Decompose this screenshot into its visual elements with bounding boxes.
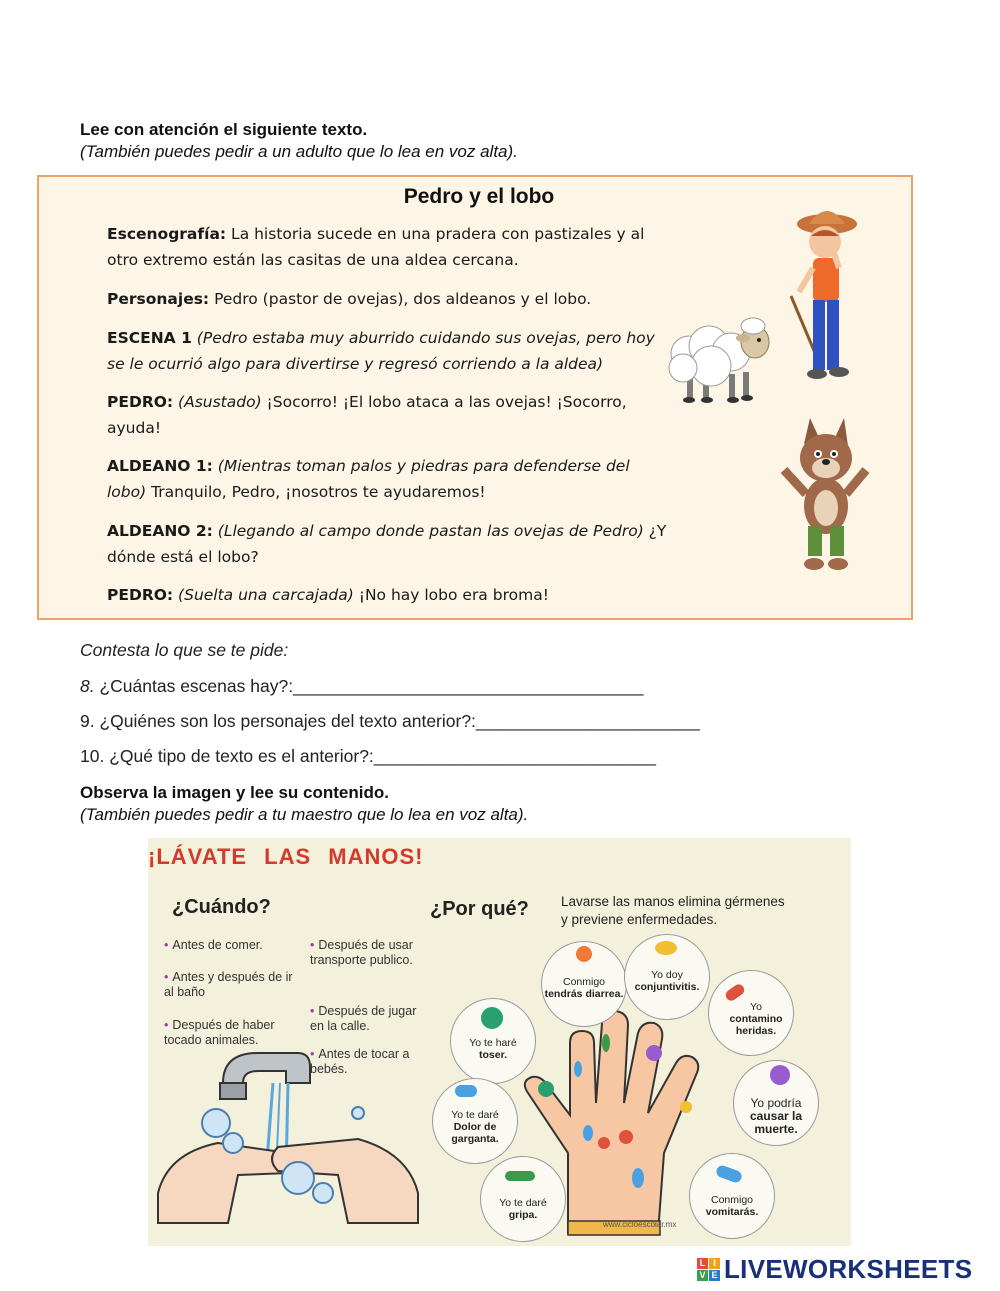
logo-square: L — [697, 1258, 708, 1269]
bubble-bold-text: Dolor de garganta. — [451, 1121, 499, 1145]
bubble-bold-text: causar la muerte. — [749, 1109, 803, 1136]
when-bullet-3: • Después de haber tocado animales. — [164, 1018, 304, 1048]
bubble-gripa — [480, 1156, 566, 1242]
question-9[interactable]: 9. ¿Quiénes son los personajes del texto anterior?:_______________________ — [80, 711, 700, 731]
story-paragraph-pedro1 — [107, 389, 667, 441]
bubble-bold-text: tendrás diarrea. — [544, 988, 624, 1000]
poster-watermark: www.cicloescolar.mx — [603, 1220, 677, 1229]
pedro2-label: PEDRO: — [107, 586, 174, 604]
logo-square: V — [697, 1270, 708, 1281]
aldeano1-text: Tranquilo, Pedro, ¡nosotros te ayudaremos! — [146, 483, 486, 501]
pedro2-text: ¡No hay lobo era broma! — [353, 586, 549, 604]
observe-note: (También puedes pedir a tu maestro que lo lea en voz alta). — [80, 805, 529, 824]
bubble-diarrea — [541, 941, 627, 1027]
intro-note: (También puedes pedir a un adulto que lo lea en voz alta). — [80, 142, 518, 161]
bubble-bold-text: conjuntivitis. — [634, 981, 700, 993]
germ-icon — [505, 1171, 535, 1181]
story-paragraph-aldeano1 — [107, 453, 667, 505]
germ-icon — [655, 941, 677, 955]
germ-icon — [770, 1065, 790, 1085]
when-bullet-5: • Después de jugar en la calle. — [310, 1004, 430, 1034]
when-bullet-6: • Antes de tocar a bebés. — [310, 1047, 425, 1077]
why-text-2: y previene enfermedades. — [561, 912, 718, 927]
bubble-bold-text: gripa. — [508, 1209, 538, 1221]
bubble-bold-text: vomitarás. — [705, 1206, 759, 1218]
bubble-pre-text: Yo doy — [651, 969, 683, 981]
bubble-pre-text: Conmigo — [710, 1194, 754, 1206]
germ-icon — [715, 1164, 744, 1184]
setting-label: Escenografía: — [107, 225, 227, 243]
bubble-pre-text: Yo podría — [750, 1096, 802, 1110]
bubble-pre-text: Yo — [750, 1001, 762, 1013]
why-text-1: Lavarse las manos elimina gérmenes — [561, 894, 785, 909]
bubble-muerte — [733, 1060, 819, 1146]
when-heading: ¿Cuándo? — [172, 896, 271, 918]
bubble-vomitaras — [689, 1153, 775, 1239]
story-paragraph-pedro2 — [107, 582, 667, 608]
story-paragraph-aldeano2 — [107, 518, 667, 570]
aldeano2-text: ¿Y dónde está el lobo? — [107, 522, 667, 566]
story-paragraph-characters — [107, 286, 667, 312]
story-paragraph-setting — [107, 221, 667, 273]
pedro1-text: ¡Socorro! ¡El lobo ataca a las ovejas! ¡Socorro, ayuda! — [107, 393, 627, 437]
pedro2-direction: (Suelta una carcajada) — [173, 586, 354, 604]
sheep-illustration — [659, 312, 779, 412]
bubble-pre-text: Yo te daré — [451, 1109, 499, 1121]
bubble-heridas — [708, 970, 794, 1056]
germ-icon — [576, 946, 592, 962]
bubble-garganta — [432, 1078, 518, 1164]
bubble-pre-text: Yo te haré — [469, 1037, 517, 1049]
germ-icon — [724, 982, 747, 1002]
liveworksheets-logo[interactable] — [697, 1254, 972, 1285]
observe-heading: Observa la imagen y lee su contenido. — [80, 783, 389, 802]
aldeano1-label: ALDEANO 1: — [107, 457, 213, 475]
setting-text: La historia sucede en una pradera con pastizales y al otro extremo están las casitas de una aldea cercana. — [107, 225, 645, 269]
story-title: Pedro y el lobo — [403, 185, 555, 208]
when-bullet-2: • Antes y después de ir al baño — [164, 970, 294, 1000]
scene1-text: (Pedro estaba muy aburrido cuidando sus ovejas, pero hoy se le ocurrió algo para divertirse y regresó corriendo a la aldea) — [107, 329, 655, 373]
story-paragraph-scene1 — [107, 325, 667, 377]
aldeano2-label: ALDEANO 2: — [107, 522, 213, 540]
bubble-bold-text: toser. — [478, 1049, 507, 1061]
question-8-number: 8. — [80, 676, 95, 696]
intro-heading: Lee con atención el siguiente texto. — [80, 120, 368, 139]
bubble-bold-text: contamino heridas. — [729, 1013, 783, 1037]
story-box — [37, 175, 913, 620]
washing-hands-illustration — [148, 1043, 433, 1243]
when-bullet-1: • Antes de comer. — [164, 938, 294, 953]
bubble-pre-text: Yo te daré — [499, 1197, 547, 1209]
aldeano1-direction: (Mientras toman palos y piedras para defenderse del lobo) — [107, 457, 630, 501]
question-8 — [80, 676, 643, 697]
questions-heading: Contesta lo que se te pide: — [80, 640, 289, 660]
bubble-conjuntivitis — [624, 934, 710, 1020]
bubble-pre-text: Conmigo — [562, 976, 606, 988]
why-heading: ¿Por qué? — [430, 898, 529, 920]
wolf-illustration — [774, 414, 874, 579]
poster-title: ¡LÁVATE LAS MANOS! — [148, 844, 424, 869]
pedro1-direction: (Asustado) — [173, 393, 262, 411]
pedro1-label: PEDRO: — [107, 393, 174, 411]
logo-text: LIVEWORKSHEETS — [724, 1254, 973, 1284]
handwashing-poster — [148, 838, 851, 1246]
when-bullet-4: • Después de usar transporte publico. — [310, 938, 425, 968]
aldeano2-direction: (Llegando al campo donde pastan las ovejas de Pedro) — [212, 522, 644, 540]
pedro-illustration — [779, 202, 869, 402]
logo-square: E — [709, 1270, 720, 1281]
germ-icon — [455, 1085, 477, 1097]
question-10[interactable]: 10. ¿Qué tipo de texto es el anterior?:_____________________________ — [80, 746, 657, 766]
question-8-text[interactable]: ¿Cuántas escenas hay?:____________________________________ — [94, 676, 644, 696]
logo-squares-icon — [697, 1258, 720, 1281]
characters-text: Pedro (pastor de ovejas), dos aldeanos y el lobo. — [209, 290, 592, 308]
characters-label: Personajes: — [107, 290, 210, 308]
scene1-label: ESCENA 1 — [107, 329, 192, 347]
germ-icon — [481, 1007, 503, 1029]
bubble-toser — [450, 998, 536, 1084]
logo-square: I — [709, 1258, 720, 1269]
